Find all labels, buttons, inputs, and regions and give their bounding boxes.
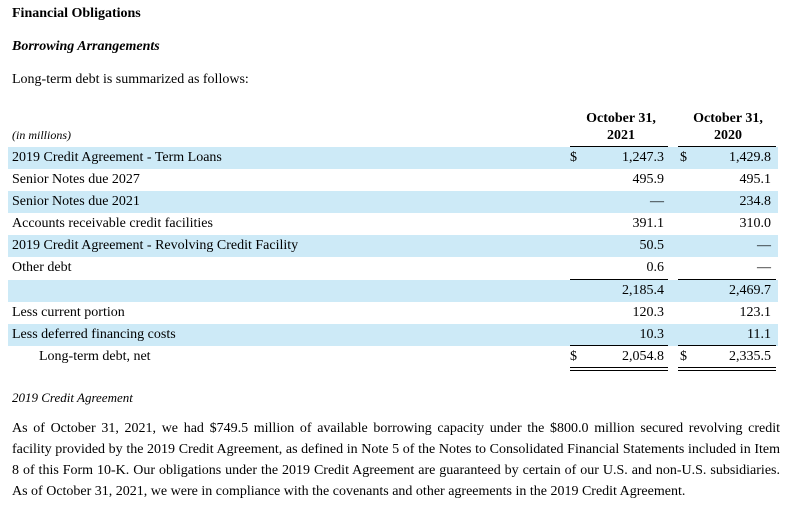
table-row [8, 302, 778, 324]
table-row [8, 280, 778, 302]
value-2020: 11.1 [747, 327, 771, 342]
value-2021: 2,054.8 [622, 349, 664, 364]
currency-symbol: $ [680, 150, 687, 165]
column-header-line1: October 31, [693, 111, 763, 126]
value-2021: 50.5 [639, 238, 664, 253]
row-label: Long-term debt, net [39, 349, 151, 364]
intro-text: Long-term debt is summarized as follows: [12, 72, 249, 87]
column-header-2020 [682, 110, 774, 144]
table-row [8, 213, 778, 235]
column-header-line2: 2020 [714, 128, 742, 143]
currency-symbol: $ [570, 349, 577, 364]
currency-symbol: $ [570, 150, 577, 165]
table-row [8, 191, 778, 213]
double-underline [570, 367, 668, 368]
value-2020: 2,335.5 [729, 349, 771, 364]
value-2021: 120.3 [632, 305, 664, 320]
value-2021: — [650, 194, 664, 209]
table-row [8, 235, 778, 257]
value-2021: 2,185.4 [622, 283, 664, 298]
double-underline [570, 370, 668, 371]
value-2021: 0.6 [646, 260, 664, 275]
row-label: Other debt [12, 260, 72, 275]
table-row [8, 257, 778, 279]
row-label: 2019 Credit Agreement - Revolving Credit Facility [12, 238, 299, 253]
table-row [8, 147, 778, 169]
currency-symbol: $ [680, 349, 687, 364]
section-title: 2019 Credit Agreement [12, 390, 133, 405]
value-2021: 10.3 [639, 327, 664, 342]
table-row [8, 169, 778, 191]
value-2020: 310.0 [739, 216, 771, 231]
subsection-heading: Borrowing Arrangements [12, 39, 160, 54]
value-2020: 1,429.8 [729, 150, 771, 165]
section-heading: Financial Obligations [12, 6, 141, 21]
row-label: 2019 Credit Agreement - Term Loans [12, 150, 222, 165]
table-row [8, 324, 778, 346]
double-underline [678, 367, 776, 368]
value-2021: 495.9 [632, 172, 664, 187]
row-label: Senior Notes due 2027 [12, 172, 140, 187]
body-paragraph: As of October 31, 2021, we had $749.5 million of available borrowing capacity under the $800.0 million secured revolving credit facility provided by the 2019 Credit Agreement, as defined in Note 5 of the Notes to Consolidated Financial Statements included in Item 8 of this Form 10-K. Our obligations under the 2019 Credit Agreement are guaranteed by certain of our U.S. and non-U.S. subsidiaries. As of October 31, 2021, we were in compliance with the covenants and other agreements in the 2019 Credit Agreement. [12, 421, 780, 499]
row-label: Less current portion [12, 305, 125, 320]
value-2021: 1,247.3 [622, 150, 664, 165]
value-2020: 234.8 [739, 194, 771, 209]
double-underline [678, 370, 776, 371]
row-label: Less deferred financing costs [12, 327, 176, 342]
column-header-line1: October 31, [586, 111, 656, 126]
units-label: (in millions) [12, 128, 71, 142]
value-2020: — [757, 238, 771, 253]
table-row-total [8, 346, 778, 368]
value-2020: 2,469.7 [729, 283, 771, 298]
value-2020: — [757, 260, 771, 275]
column-header-line2: 2021 [607, 128, 635, 143]
column-header-2021 [575, 110, 667, 144]
value-2020: 495.1 [739, 172, 771, 187]
row-label: Accounts receivable credit facilities [12, 216, 213, 231]
row-label: Senior Notes due 2021 [12, 194, 140, 209]
value-2020: 123.1 [739, 305, 771, 320]
value-2021: 391.1 [632, 216, 664, 231]
